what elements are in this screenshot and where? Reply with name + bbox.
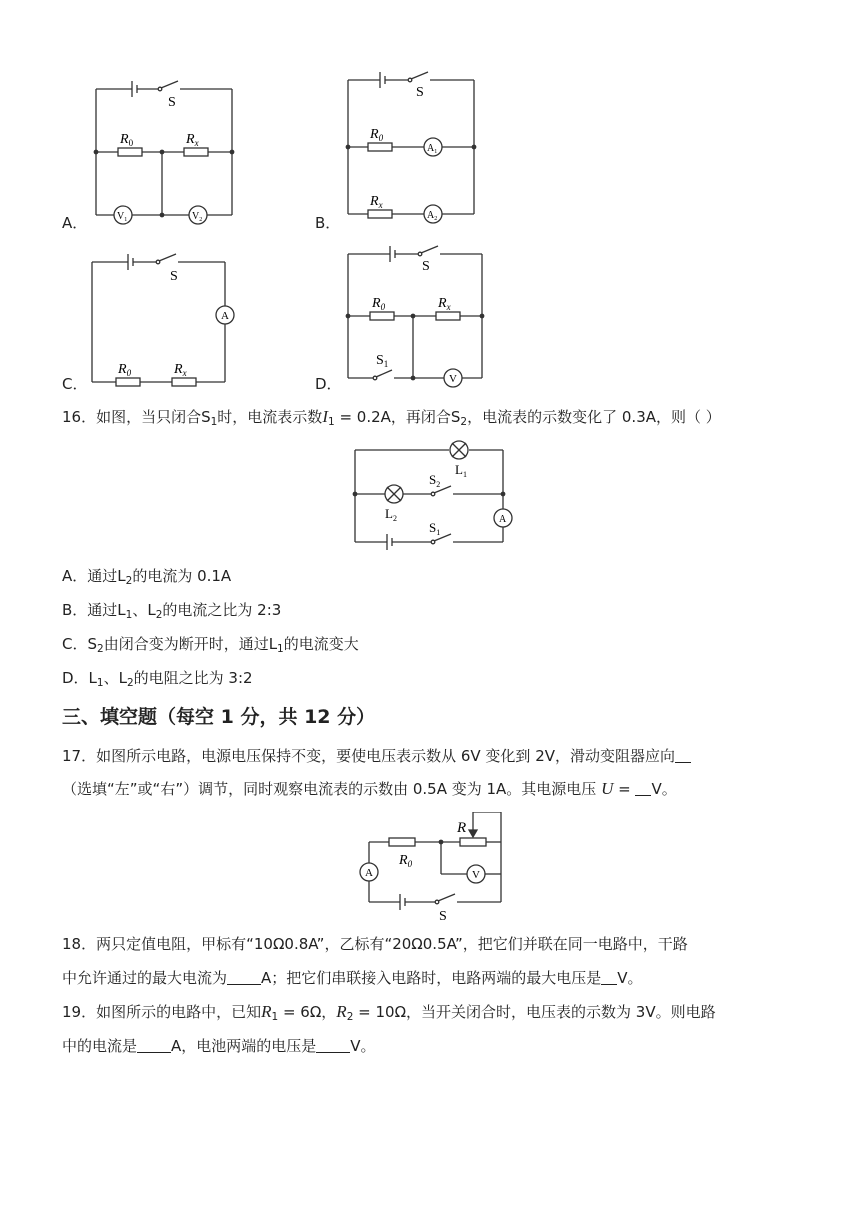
switch-s-label: S: [422, 259, 430, 274]
q18-line1: 18．两只定值电阻，甲标有“10Ω0.8A”，乙标有“20Ω0.5A”，把它们并联在同一电路中，干路: [62, 935, 688, 953]
q17-line1: 17．如图所示电路，电源电压保持不变，要使电压表示数从 6V 变化到 2V，滑动变阻器应向: [62, 745, 691, 766]
answer-blank[interactable]: [227, 970, 261, 985]
option-c-letter: C．: [62, 375, 88, 393]
switch-s-label: S: [416, 85, 424, 100]
rx-label: $R_x$: [438, 296, 451, 312]
voltmeter-label: V: [472, 869, 480, 881]
switch-s-label: S: [168, 95, 176, 110]
option-d-letter: D．: [315, 375, 342, 393]
rx-label: $R_x$: [370, 194, 383, 210]
answer-blank[interactable]: [675, 748, 691, 763]
lamp-l2-label: $L_2$: [385, 506, 397, 523]
circuit-diagram-a: [88, 75, 238, 225]
circuit-diagram-b: [340, 70, 490, 225]
answer-blank[interactable]: [601, 970, 617, 985]
q17-line2: （选填“左”或“右”）调节，同时观察电流表的示数由 0.5A 变为 1A。其电源电压 U = V。: [62, 779, 677, 798]
q16-option-a: A．通过$L_2$的电流为 0.1A: [62, 567, 232, 587]
rx-label: $R_x$: [174, 362, 187, 378]
voltmeter-label: V: [449, 373, 457, 385]
answer-blank[interactable]: [137, 1038, 171, 1053]
switch-s-label: S: [439, 909, 447, 922]
voltmeter-v1-label: $V_1$: [117, 211, 128, 223]
q16-stem: 16．如图，当只闭合$S_1$时，电流表示数$I_1 = 0.2A$，再闭合$S_2$，电流表的示数变化了 0.3A，则（ ）: [62, 407, 721, 428]
r0-label: $R_0$: [118, 362, 132, 378]
rx-label: $R_x$: [186, 132, 199, 148]
section-heading: 三、填空题（每空 1 分，共 12 分）: [62, 706, 376, 728]
circuit-diagram-d: [340, 238, 490, 388]
switch-s2-label: $S_2$: [429, 472, 441, 489]
r0-label: $R_0$: [372, 296, 386, 312]
rheostat-r-label: R: [457, 820, 467, 836]
r0-label: $R_0$: [370, 127, 384, 143]
circuit-diagram-c: [86, 248, 236, 388]
option-b-letter: B．: [315, 214, 341, 232]
q19-line2: 中的电流是 A，电池两端的电压是 V。: [62, 1037, 376, 1055]
switch-s-label: S: [170, 269, 178, 284]
ammeter-label: A: [499, 514, 507, 525]
q16-option-b: B．通过$L_1$、$L_2$的电流之比为 2:3: [62, 601, 282, 621]
ammeter-a1-label: $A_1$: [427, 143, 438, 155]
r0-label: $R_0$: [399, 853, 413, 869]
ammeter-a2-label: $A_2$: [427, 210, 438, 222]
q19-line1: 19．如图所示的电路中，已知$R_1 = 6\Omega$，$R_2 = 10\Omega$，当开关闭合时，电压表的示数为 3V。则电路: [62, 1002, 716, 1023]
answer-blank[interactable]: [316, 1038, 350, 1053]
ammeter-label: A: [221, 310, 229, 322]
switch-s1-label: $S_1$: [429, 520, 441, 537]
q18-line2: 中允许通过的最大电流为 A；把它们串联接入电路时，电路两端的最大电压是 V。: [62, 969, 643, 987]
q16-option-c: C．$S_2$由闭合变为断开时，通过$L_1$的电流变大: [62, 635, 359, 655]
answer-blank[interactable]: [635, 781, 651, 796]
voltmeter-v2-label: $V_2$: [192, 211, 203, 223]
switch-s1-label: $S_1$: [376, 353, 389, 369]
r0-label: $R_0$: [120, 132, 134, 148]
q17-circuit-diagram: [355, 812, 515, 922]
ammeter-label: A: [365, 867, 373, 879]
option-a-letter: A．: [62, 214, 88, 232]
q16-circuit-diagram: [345, 438, 520, 550]
lamp-l1-label: $L_1$: [455, 462, 467, 479]
q16-option-d: D．$L_1$、$L_2$的电阻之比为 3:2: [62, 669, 253, 689]
